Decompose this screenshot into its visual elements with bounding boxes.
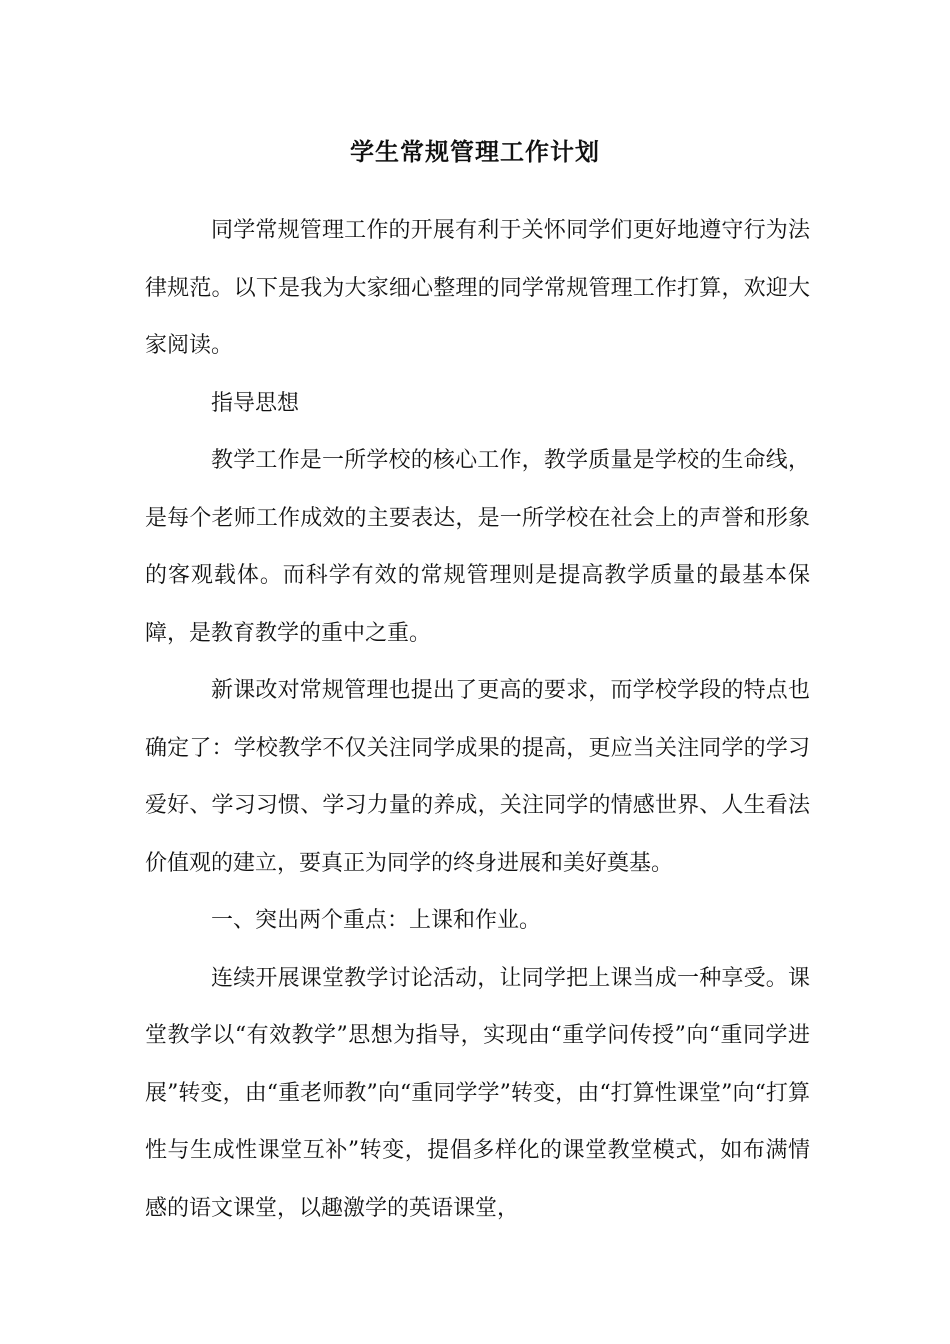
document-body <box>145 202 810 1237</box>
paragraph-intro: 同学常规管理工作的开展有利于关怀同学们更好地遵守行为法律规范。以下是我为大家细心整理的同学常规管理工作打算，欢迎大家阅读。 <box>145 218 810 358</box>
paragraph-heading-guiding-thought: 指导思想 <box>211 390 300 416</box>
paragraph-new-curriculum: 新课改对常规管理也提出了更高的要求，而学校学段的特点也确定了：学校教学不仅关注同学成果的提高，更应当关注同学的学习爱好、学习习惯、学习力量的养成，关注同学的情感世界、人生看法价值观的建立，要真正为同学的终身进展和美好奠基。 <box>145 678 810 876</box>
paragraph-heading-two-focuses: 一、突出两个重点：上课和作业。 <box>211 908 542 933</box>
document-title: 学生常规管理工作计划 <box>350 137 600 166</box>
paragraph-classroom-teaching: 连续开展课堂教学讨论活动，让同学把上课当成一种享受。课堂教学以“有效教学”思想为指导，实现由“重学问传授”向“重同学进展”转变，由“重老师教”向“重同学学”转变，由“打算性课堂”向“打算性与生成性课堂互补”转变，提倡多样化的课堂教堂模式，如布满情感的语文课堂，以趣激学的英语课堂， <box>145 965 810 1221</box>
paragraph-teaching-work: 教学工作是一所学校的核心工作，教学质量是学校的生命线，是每个老师工作成效的主要表达，是一所学校在社会上的声誉和形象的客观载体。而科学有效的常规管理则是提高教学质量的最基本保障，是教育教学的重中之重。 <box>145 448 810 646</box>
